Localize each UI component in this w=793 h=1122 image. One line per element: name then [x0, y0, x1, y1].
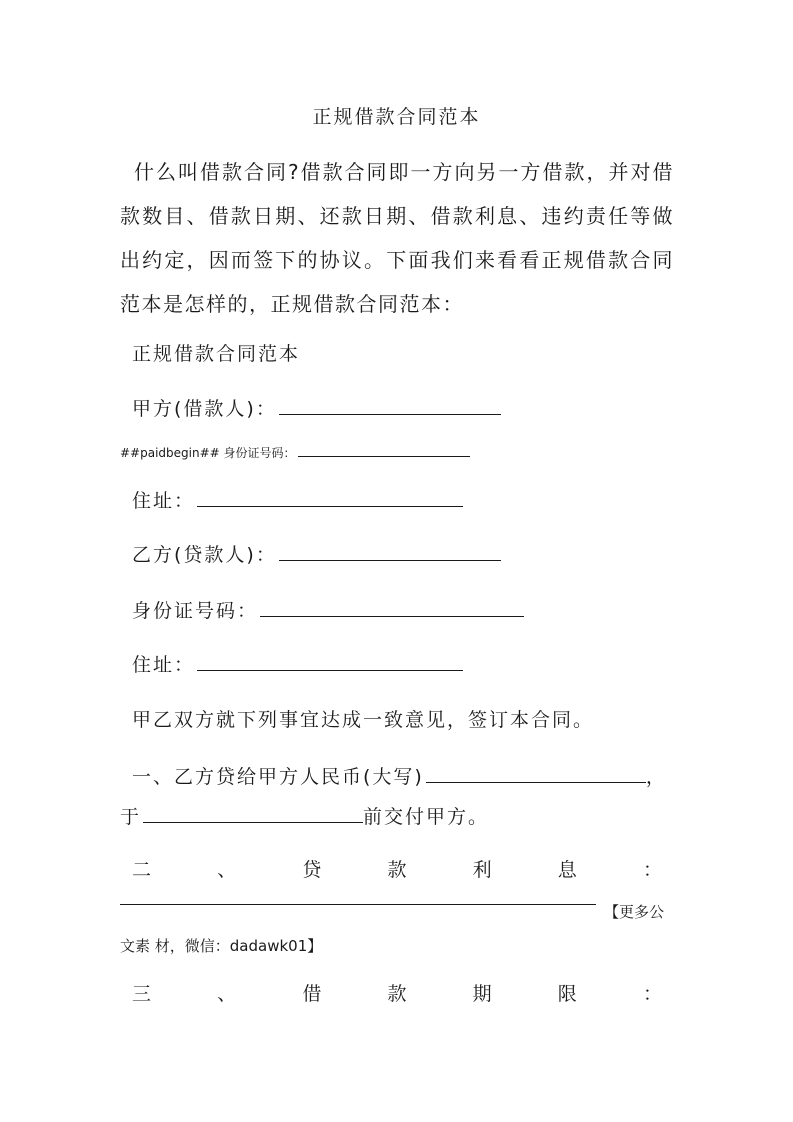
id-blank [260, 596, 524, 617]
clause3-char: 三 [132, 983, 152, 1005]
paid-marker-text: ##paidbegin## 身份证号码： [120, 446, 296, 460]
clause2-char: 贷 [302, 859, 322, 881]
address-b-blank [197, 650, 463, 671]
clause2-char: 息 [557, 859, 577, 881]
clause2-char: 二 [132, 859, 152, 881]
id-blank-small [298, 444, 470, 457]
party-b-label: 乙方(贷款人)： [132, 544, 277, 566]
date-blank [143, 802, 363, 823]
interest-blank [120, 904, 596, 905]
address-a-label: 住址： [132, 490, 196, 512]
clause3-heading [132, 980, 662, 1008]
clause2-char: ： [642, 859, 662, 881]
clause3-char: 、 [217, 983, 237, 1005]
party-a-label: 甲方(借款人)： [132, 398, 277, 420]
clause2-char: 利 [472, 859, 492, 881]
address-a-blank [197, 486, 463, 507]
clause1-deliver: 前交付甲方。 [363, 806, 490, 828]
clause1-text: 一、乙方贷给甲方人民币(大写) [132, 766, 424, 788]
party-b-line [132, 540, 501, 569]
clause3-char: ： [642, 983, 662, 1005]
paid-marker-line [120, 444, 470, 462]
clause1-line1 [132, 762, 667, 791]
clause1-comma: ， [645, 766, 667, 788]
id-line [132, 596, 524, 625]
party-b-blank [279, 540, 501, 561]
intro-paragraph: 什么叫借款合同?借款合同即一方向另一方借款，并对借款数目、借款日期、还款日期、借款利息、违约责任等做出约定，因而签下的协议。下面我们来看看正规借款合同范本是怎样的，正规借款合同范本： [120, 160, 674, 316]
address-b-label: 住址： [132, 654, 196, 676]
clause1-yu: 于 [120, 806, 142, 828]
document-title: 正规借款合同范本 [312, 106, 481, 128]
promo-text-left: 文素 材，微信：dadawk01】 [120, 937, 323, 955]
party-a-line [132, 394, 501, 423]
clause2-heading [132, 856, 662, 884]
clause3-char: 款 [387, 983, 407, 1005]
amount-blank [426, 762, 646, 783]
clause2-char: 、 [217, 859, 237, 881]
clause1-line2 [120, 802, 489, 831]
party-a-blank [279, 394, 501, 415]
promo-text-right: 【更多公 [604, 903, 665, 921]
clause3-char: 期 [472, 983, 492, 1005]
id-label: 身份证号码： [132, 600, 259, 622]
contract-subtitle: 正规借款合同范本 [132, 343, 301, 365]
clause3-char: 借 [302, 983, 322, 1005]
agreement-line: 甲乙双方就下列事宜达成一致意见，签订本合同。 [132, 709, 595, 731]
address-a-line [132, 486, 463, 515]
clause2-char: 款 [387, 859, 407, 881]
clause3-char: 限 [557, 983, 577, 1005]
address-b-line [132, 650, 463, 679]
